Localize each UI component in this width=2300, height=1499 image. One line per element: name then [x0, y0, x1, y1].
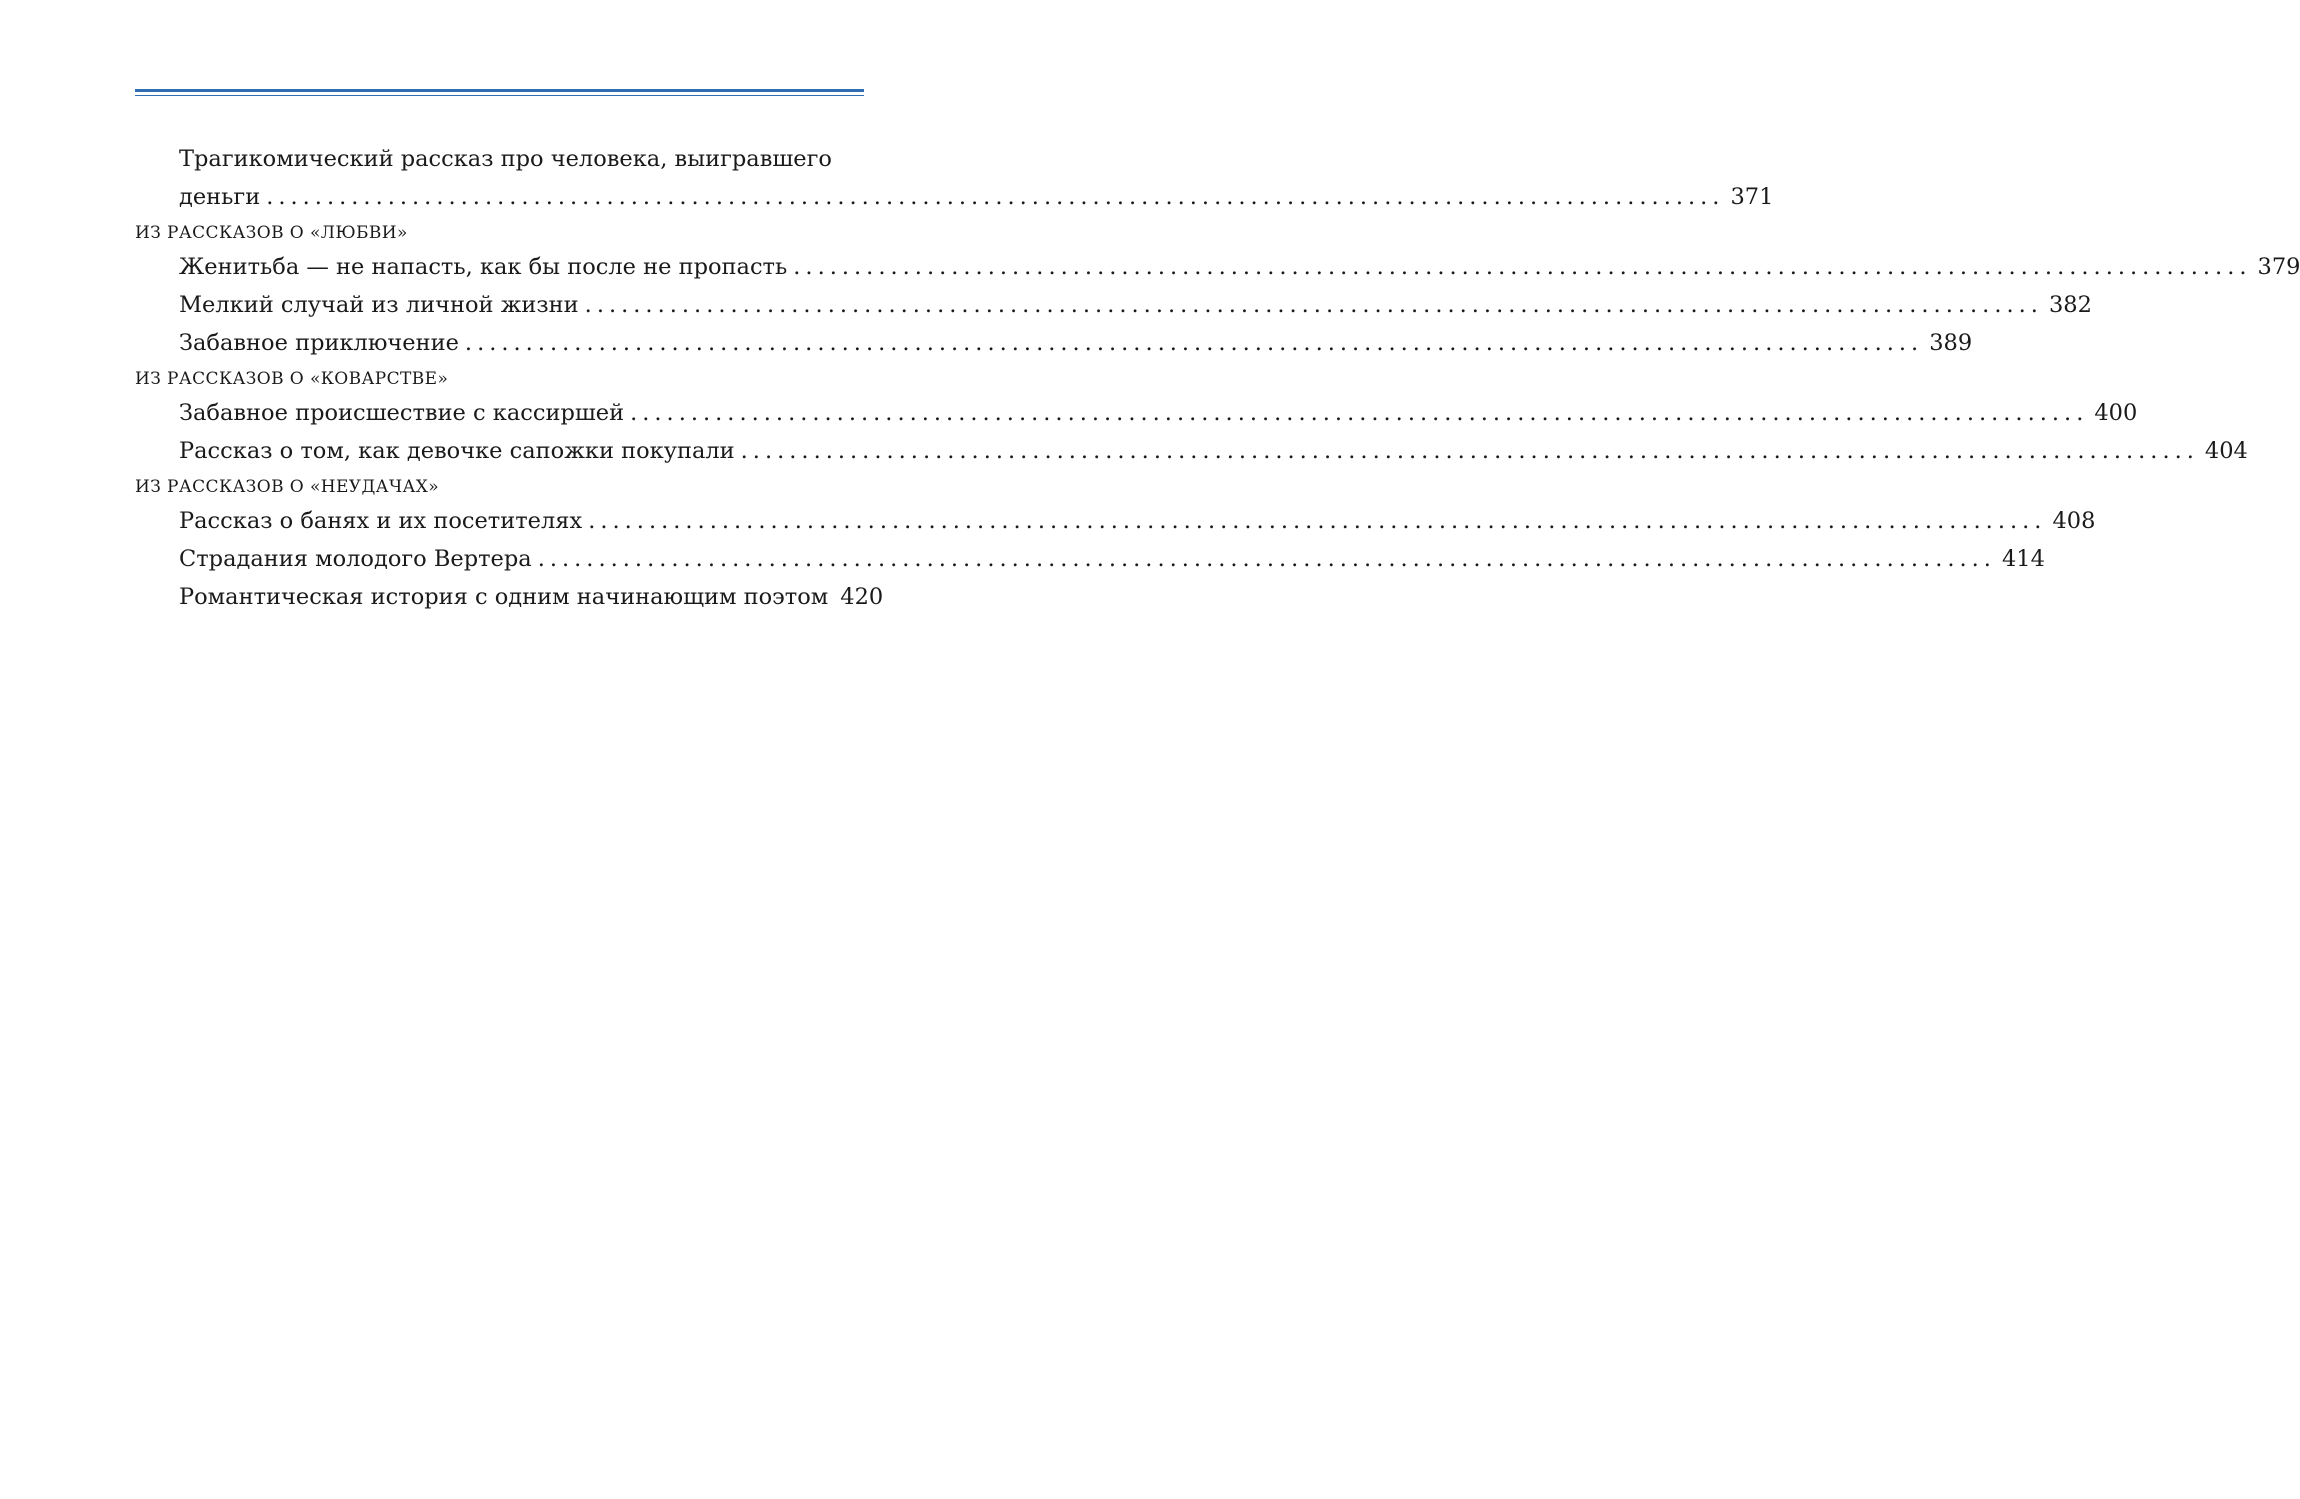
- dot-leader: ........................................................................................................................: [630, 400, 2089, 426]
- toc-entry: [135, 324, 1973, 362]
- toc-entry-title: Рассказ о том, как девочке сапожки покупали: [179, 438, 735, 464]
- dot-leader: ........................................................................................................................: [464, 330, 1924, 356]
- section-heading: ИЗ РАССКАЗОВ О «НЕУДАЧАХ»: [135, 477, 440, 497]
- toc-entry-page: 400: [2094, 400, 2138, 426]
- section-heading: ИЗ РАССКАЗОВ О «ЛЮБВИ»: [135, 223, 408, 243]
- toc-entry-title: Забавное происшествие с кассиршей: [179, 400, 625, 426]
- dot-leader: ........................................................................................................................: [537, 546, 1996, 572]
- toc-entry-title: Рассказ о банях и их посетителях: [179, 508, 583, 534]
- toc-entry-page: 379: [2257, 254, 2300, 280]
- toc-entry: [135, 502, 2096, 540]
- toc-entry-title-line2: деньги: [179, 184, 261, 210]
- toc-entry: [135, 540, 2045, 578]
- header-rule-thin: [135, 95, 864, 96]
- toc-entry-page: 408: [2052, 508, 2096, 534]
- toc-entry: [135, 248, 2300, 286]
- dot-leader: ........................................................................................................................: [793, 254, 2252, 280]
- toc-entry-page: 389: [1929, 330, 1973, 356]
- toc-entry-title: Страдания молодого Вертера: [179, 546, 532, 572]
- header-rule-thick: [135, 89, 864, 92]
- toc-entry-title: Женитьба — не напасть, как бы после не пропасть: [179, 254, 788, 280]
- dot-leader: ........................................................................................................................: [584, 292, 2043, 318]
- toc-entry: [135, 286, 2092, 324]
- toc-entry-page: 420: [840, 584, 884, 610]
- dot-leader: ........................................................................................................................: [266, 184, 1725, 210]
- toc-entry: [135, 394, 2138, 432]
- toc-entry-page: 414: [2001, 546, 2045, 572]
- dot-leader: ........................................................................................................................: [740, 438, 2199, 464]
- toc-entry-title: Романтическая история с одним начинающим поэтом: [179, 584, 829, 610]
- toc-entry-page: 371: [1730, 184, 1774, 210]
- toc-entry-title: Мелкий случай из личной жизни: [179, 292, 579, 318]
- toc-entry-title-line1: Трагикомический рассказ про человека, выигравшего: [179, 146, 832, 172]
- toc-entry-page: 404: [2204, 438, 2248, 464]
- dot-leader: ........................................................................................................................: [588, 508, 2047, 534]
- section-heading: ИЗ РАССКАЗОВ О «КОВАРСТВЕ»: [135, 369, 449, 389]
- toc-entry: [135, 578, 884, 616]
- toc-entry: [135, 140, 1774, 216]
- toc-entry: [135, 432, 2248, 470]
- table-of-contents: [135, 140, 2300, 616]
- toc-entry-page: 382: [2048, 292, 2092, 318]
- toc-entry-title: Забавное приключение: [179, 330, 459, 356]
- toc-entry-line: [179, 178, 1774, 216]
